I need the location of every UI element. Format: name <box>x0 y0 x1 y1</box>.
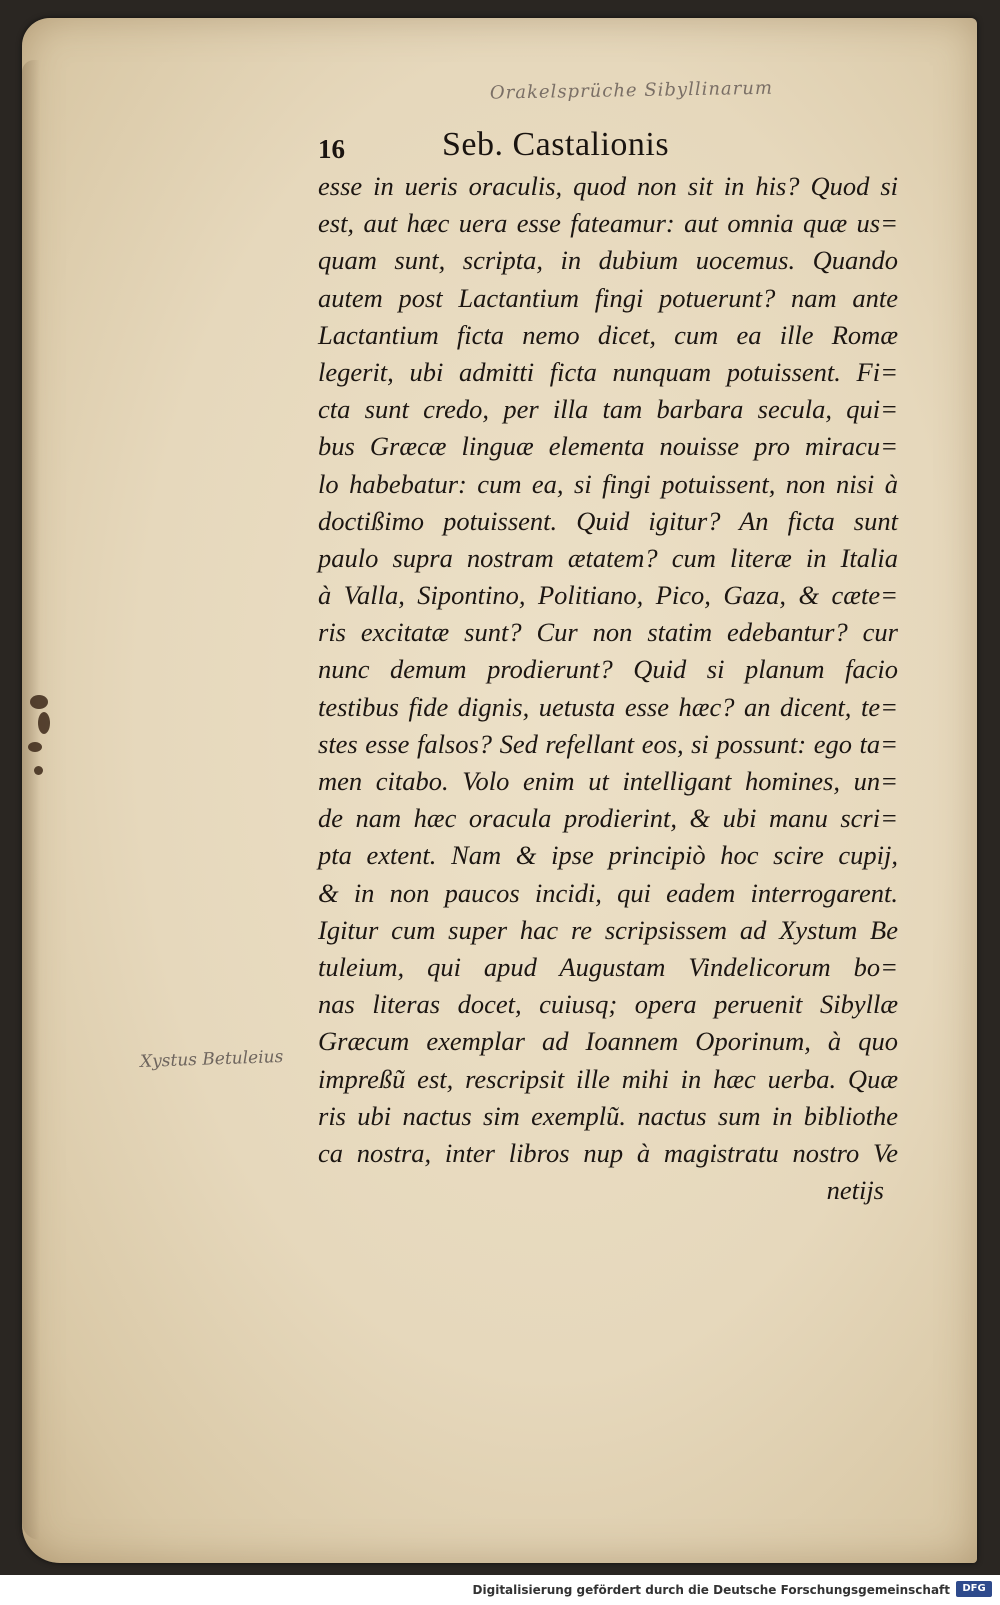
ink-stain <box>30 695 48 709</box>
body-text <box>318 168 898 1209</box>
ink-stain <box>28 742 42 752</box>
text-line: Græcum exemplar ad Ioannem Oporinum, à quo <box>318 1026 898 1057</box>
text-line: nas literas docet, cuiusq; opera peruenit Sibyllæ <box>318 989 898 1020</box>
running-title: Seb. Castalionis <box>442 126 670 163</box>
text-line: ca nostra, inter libros nup à magistratu nostro Ve <box>318 1137 898 1168</box>
text-line: testibus fide dignis, uetusta esse hæc? an dicent, te= <box>318 691 898 722</box>
page-edge-shadow <box>22 60 40 1540</box>
text-line: tuleium, qui apud Augustam Vindelicorum bo= <box>318 951 898 982</box>
ink-stain <box>38 712 50 734</box>
text-line: de nam hæc oracula prodierint, & ubi manu scri= <box>318 803 898 834</box>
text-line: stes esse falsos? Sed refellant eos, si possunt: ego ta= <box>318 728 898 759</box>
text-line: pta extent. Nam & ipse principiò hoc scire cupij, <box>318 840 898 871</box>
ink-stain <box>34 766 43 775</box>
text-line: quam sunt, scripta, in dubium uocemus. Quando <box>318 245 898 276</box>
text-line: ris ubi nactus sim exemplũ. nactus sum in bibliothe <box>318 1100 898 1131</box>
text-line: impreßũ est, rescripsit ille mihi in hæc uerba. Quæ <box>318 1063 898 1094</box>
text-line: Igitur cum super hac re scripsissem ad Xystum Be <box>318 914 898 945</box>
text-line: Lactantium ficta nemo dicet, cum ea ille Romæ <box>318 319 898 350</box>
handwritten-margin-note: Xystus Betuleius <box>139 1046 284 1072</box>
page-number: 16 <box>318 134 345 164</box>
text-line: men citabo. Volo enim ut intelligant homines, un= <box>318 766 898 796</box>
handwritten-note-top: Orakelsprüche Sibyllinarum <box>489 77 774 104</box>
text-line: est, aut hæc uera esse fateamur: aut omnia quæ us= <box>318 208 898 239</box>
text-line: ris excitatæ sunt? Cur non statim edebantur? cur <box>318 617 898 648</box>
funding-credit: Digitalisierung gefördert durch die Deutsche Forschungsgemeinschaft <box>472 1583 950 1597</box>
text-line: nunc demum prodierunt? Quid si planum facio <box>318 654 898 685</box>
text-line: lo habebatur: cum ea, si fingi potuissent, non nisi à <box>318 468 898 499</box>
text-line: legerit, ubi admitti ficta nunquam potuissent. Fi= <box>318 356 898 387</box>
text-line: autem post Lactantium fingi potuerunt? nam ante <box>318 282 898 313</box>
text-line: netijs <box>826 1175 884 1206</box>
text-line: cta sunt credo, per illa tam barbara secula, qui= <box>318 394 898 425</box>
text-line: paulo supra nostram ætatem? cum literæ in Italia <box>318 542 898 573</box>
footer-bar <box>0 1575 1000 1605</box>
text-line: & in non paucos incidi, qui eadem interrogarent. <box>318 877 898 908</box>
dfg-logo: DFG <box>956 1581 992 1597</box>
text-line: doctißimo potuissent. Quid igitur? An ficta sunt <box>318 505 898 536</box>
text-line: esse in ueris oraculis, quod non sit in his? Quod si <box>318 171 898 201</box>
text-line: bus Græcæ linguæ elementa nouisse pro miracu= <box>318 431 898 462</box>
text-line: à Valla, Sipontino, Politiano, Pico, Gaza, & cæte= <box>318 580 898 611</box>
page-header <box>318 126 898 172</box>
